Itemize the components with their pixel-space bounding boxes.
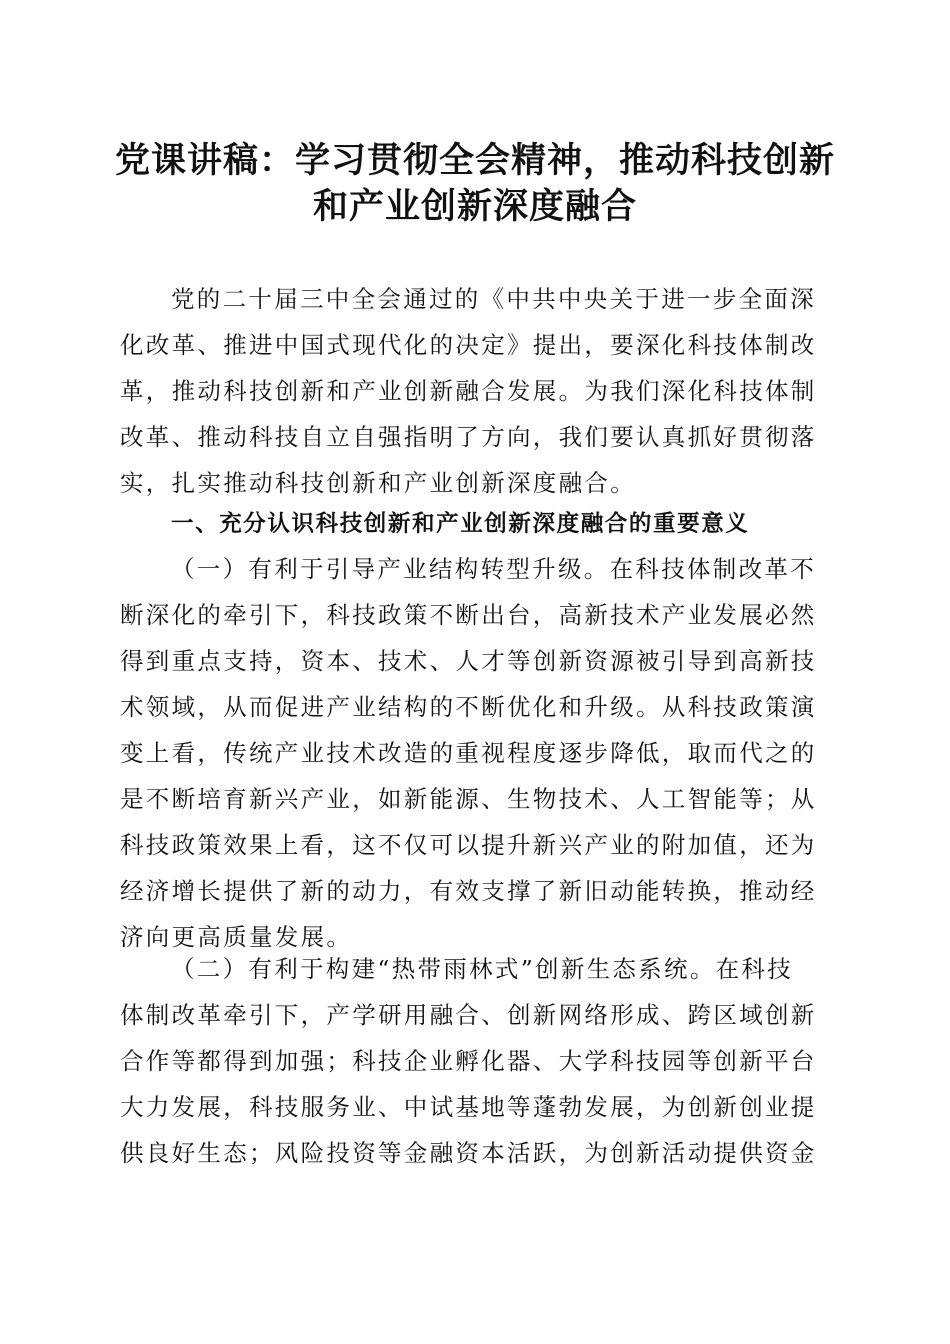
paragraph-line: 化改革、推进中国式现代化的决定》提出，要深化科技体制改 [120,331,817,359]
paragraph-line: 断深化的牵引下，科技政策不断出台，高新技术产业发展必然 [120,601,817,629]
document-title-line-2: 和产业创新深度融合 [312,186,637,227]
paragraph-line: 变上看，传统产业技术改造的重视程度逐步降低，取而代之的 [120,739,817,767]
paragraph-line: 得到重点支持，资本、技术、人才等创新资源被引导到高新技 [120,647,817,675]
paragraph-line: 党的二十届三中全会通过的《中共中央关于进一步全面深 [171,285,816,313]
paragraph-line: 大力发展，科技服务业、中试基地等蓬勃发展，为创新创业提 [120,1093,817,1121]
paragraph-line: 体制改革牵引下，产学研用融合、创新网络形成、跨区域创新 [120,1001,817,1029]
paragraph-line: （二）有利于构建“热带雨林式”创新生态系统。在科技 [171,955,794,983]
paragraph-line: 济向更高质量发展。 [120,923,353,951]
paragraph-line: 术领域，从而促进产业结构的不断优化和升级。从科技政策演 [120,693,817,721]
paragraph-line: 改革、推动科技自立自强指明了方向，我们要认真抓好贯彻落 [120,423,817,451]
paragraph-line: （一）有利于引导产业结构转型升级。在科技体制改革不 [171,555,816,583]
paragraph-line: 供良好生态；风险投资等金融资本活跃，为创新活动提供资金 [120,1139,817,1167]
paragraph-line: 实，扎实推动科技创新和产业创新深度融合。 [120,469,636,497]
document-title-line-1: 党课讲稿：学习贯彻全会精神，推动科技创新 [114,140,835,181]
paragraph-line: 经济增长提供了新的动力，有效支撑了新旧动能转换，推动经 [120,877,817,905]
subsection-1-paragraph [120,546,832,960]
paragraph-line: 是不断培育新兴产业，如新能源、生物技术、人工智能等；从 [120,785,817,813]
intro-paragraph [120,276,832,506]
subsection-2-paragraph [120,946,832,1176]
paragraph-line: 科技政策效果上看，这不仅可以提升新兴产业的附加值，还为 [120,831,817,859]
paragraph-line: 革，推动科技创新和产业创新融合发展。为我们深化科技体制 [120,377,817,405]
section-heading: 一、充分认识科技创新和产业创新深度融合的重要意义 [171,511,750,537]
paragraph-line: 合作等都得到加强；科技企业孵化器、大学科技园等创新平台 [120,1047,817,1075]
